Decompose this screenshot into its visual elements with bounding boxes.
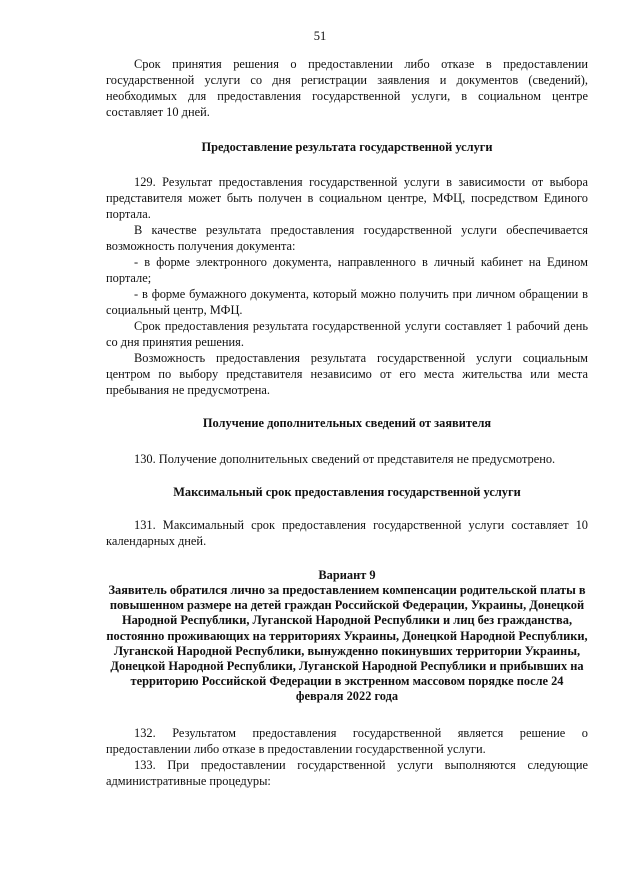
paragraph-130: 130. Получение дополнительных сведений от представителя не предусмотрено. [134, 452, 556, 466]
variant-description: Заявитель обратился лично за предоставлением компенсации родительской платы в повышенном размере на детей граждан Российской Федерации, Украины, Донецкой Народной Республики, Луганской Народной Республики и лиц без гражданства, постоянно проживающих на территориях Украины, Донецкой Народной Республики, Луганской Народной Республики, вынужденно покинувших территории Украины, Донецкой Народной Республики, Луганской Народной Республики и прибывших на территорию Российской Федерации в экстренном массовом порядке после 24 февраля 2022 года [106, 583, 588, 704]
paragraph-129-term: Срок предоставления результата государственной услуги составляет 1 рабочий день со дня принятия решения. [106, 319, 588, 349]
section-heading-additional-info: Получение дополнительных сведений от заявителя [202, 416, 492, 430]
section-heading-max-term: Максимальный срок предоставления государственной услуги [173, 485, 521, 499]
paragraph-129-extraterritorial: Возможность предоставления результата государственной услуги социальным центром по выбору представителя независимо от его места жительства или места пребывания не предусмотрена. [106, 351, 588, 397]
section-heading-result: Предоставление результата государственной услуги [201, 140, 493, 154]
list-item-electronic: - в форме электронного документа, направленного в личный кабинет на Едином портале; [106, 255, 588, 285]
document-body [106, 56, 588, 789]
paragraph-132: 132. Результатом предоставления государственной является решение о предоставлении либо отказе в предоставлении государственной услуги. [106, 725, 588, 756]
list-item-paper: - в форме бумажного документа, который можно получить при личном обращении в социальный центр, МФЦ. [106, 287, 588, 317]
page-number: 51 [313, 29, 327, 43]
paragraph-129-result-document: В качестве результата предоставления государственной услуги обеспечивается возможность получения документа: [106, 223, 588, 253]
paragraph-131: 131. Максимальный срок предоставления государственной услуги составляет 10 календарных дней. [106, 518, 588, 548]
paragraph-decision-term: Срок принятия решения о предоставлении либо отказе в предоставлении государственной услуги со дня регистрации заявления и документов (сведений), необходимых для предоставления государственной услуги, в социальном центре составляет 10 дней. [106, 57, 588, 119]
paragraph-133: 133. При предоставлении государственной услуги выполняются следующие административные процедуры: [106, 757, 588, 788]
paragraph-129: 129. Результат предоставления государственной услуги в зависимости от выбора представителя может быть получен в социальном центре, МФЦ, посредством Единого портала. [106, 175, 588, 221]
variant-title: Вариант 9 [318, 568, 376, 582]
